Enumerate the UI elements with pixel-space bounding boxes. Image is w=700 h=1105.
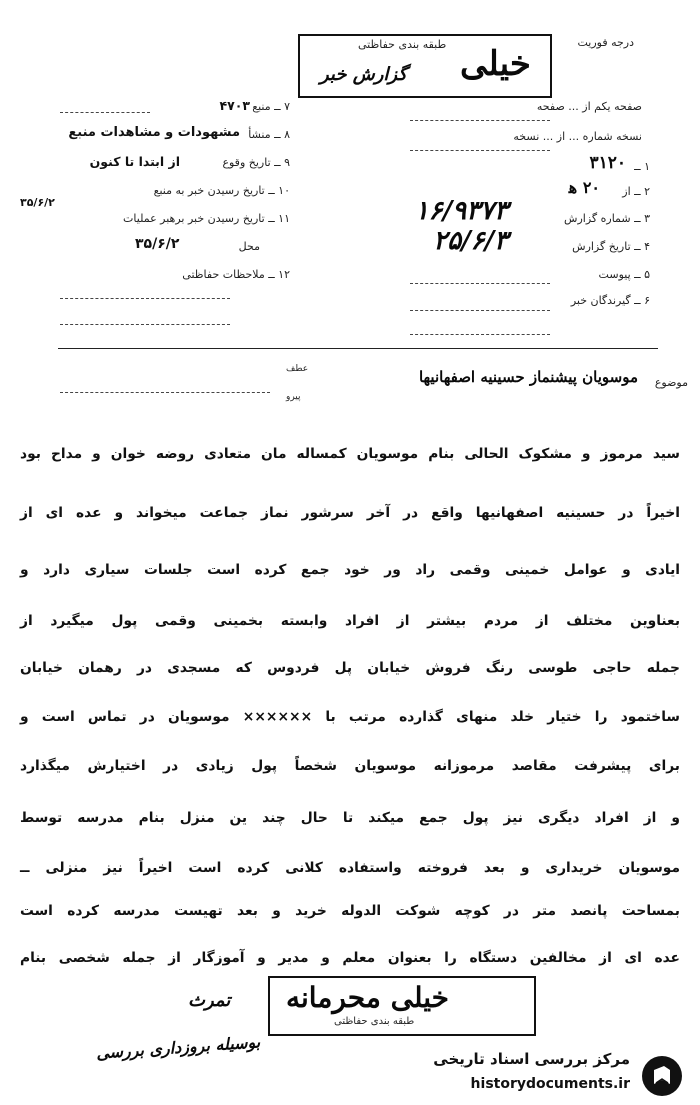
body-line: اخیراً در حسینیه اصفهانیها واقع در آخر سرشور نماز جماعت میخواند و عده ای از	[20, 505, 680, 521]
body-line: و از افراد دیگری نیز پول جمع میکند تا حال چند ین منزل بنام مدرسه توسط	[20, 810, 680, 826]
right-field-value: ۳۱۲۰	[589, 153, 626, 173]
body-line: سید مرموز و مشکوک الحالی بنام موسویان کمساله مان متعادی روضه خوان و مداح بود	[20, 446, 680, 462]
body-line: جمله حاجی طوسی رنگ فروش خیابان پل فردوس که مسجدی در رهمان خیابان	[20, 660, 680, 676]
left-field-value: از ابتدا تا کنون	[89, 154, 180, 169]
report-title: گزارش خبر	[320, 64, 407, 85]
subject-ref-top: عطف	[286, 364, 309, 374]
left-field-value: ۴۷۰۳	[219, 98, 250, 113]
signature-mark: تمرث	[188, 990, 231, 1011]
right-field-label: ۴ ــ تاریخ گزارش	[572, 240, 650, 253]
footer-classification: طبقه بندی حفاظتی	[334, 1016, 415, 1027]
right-field-label: ۱ ــ	[634, 160, 650, 173]
header-separator	[58, 348, 658, 349]
header-stamp	[298, 34, 552, 98]
left-field-label: ۱۱ ــ تاریخ رسیدن خبر برهبر عملیات	[123, 212, 290, 225]
body-line: برای پیشرفت مقاصد مرموزانه موسویان شخصاً پول زیادی در اختیارش میگذارد	[20, 758, 680, 774]
right-field-label: صفحه یکم از ... صفحه	[536, 100, 642, 113]
right-field-label: ۶ ــ گیرندگان خبر	[570, 294, 650, 307]
left-field-label: ۹ ــ تاریخ وقوع	[222, 156, 290, 169]
body-line: بعناوین مختلف از مردم بیشتر از افراد وابسته بخمینی وقمی پول میگیرد از	[20, 613, 680, 629]
right-field-label: ۳ ــ شماره گزارش	[564, 212, 650, 225]
left-field-label: ۱۰ ــ تاریخ رسیدن خبر به منبع	[153, 184, 290, 197]
left-field-value: ۳۵/۶/۲	[20, 196, 55, 209]
handwritten-note: بوسیله بروزداری بررسی	[95, 1032, 261, 1063]
divider	[60, 112, 150, 114]
header-stamp-word: خیلی	[460, 44, 531, 84]
left-field-label: ۸ ــ منشأ	[248, 128, 290, 141]
body-line: ایادی و عوامل خمینی وقمی راد ور خود جمع کرده است جلسات سیاری دارد و	[20, 562, 680, 578]
left-field-label: ۷ ــ منبع	[252, 100, 290, 113]
divider	[410, 310, 550, 312]
header-classification: طبقه بندی حفاظتی	[358, 38, 447, 51]
handwritten-reference: ۱۶/۹۳۷۳ ۲۵/۶/۳	[414, 196, 508, 256]
body-line: بمساحت پانصد متر در کوچه شوکت الدوله خرید و بعد تهیست مدرسه کرده است	[20, 903, 680, 919]
right-field-label: ۵ ــ پیوست	[598, 268, 650, 281]
left-field-value: مشهودات و مشاهدات منبع	[68, 125, 240, 140]
divider	[410, 150, 550, 152]
left-field-label: ۱۲ ــ ملاحظات حفاظتی	[182, 268, 290, 281]
left-field-value: ۳۵/۶/۲	[135, 236, 180, 252]
body-line: عده ای از مخالفین دستگاه را بعنوان معلم و مدیر و آموزگار از جمله شخصی بنام	[20, 950, 680, 966]
divider	[60, 298, 230, 300]
right-field-label: نسخه شماره ... از ... نسخه	[513, 130, 642, 143]
divider	[410, 120, 550, 122]
footer-stamp-text: خیلی محرمانه	[286, 981, 449, 1014]
right-field-label: ۲ ــ از	[622, 185, 650, 198]
archive-logo-icon	[642, 1056, 682, 1096]
org-url: historydocuments.ir	[470, 1076, 630, 1092]
divider	[60, 392, 270, 394]
right-field-value: ۲۰ ه‍	[568, 178, 600, 197]
body-line: موسویان خریداری و بعد فروخته واستفاده کلانی کرده است اخیراً نیز منزلی ــ	[20, 860, 680, 876]
org-name: مرکز بررسی اسناد تاریخی	[433, 1050, 630, 1068]
subject-label: موضوع	[654, 376, 688, 389]
divider	[60, 324, 230, 326]
divider	[410, 283, 550, 285]
body-line: ساختمود را ختیار خلد منهای گذارده مرتب با ×××××× موسویان در تماس است و	[20, 709, 680, 725]
footer-stamp	[268, 976, 536, 1036]
left-field-label: محل	[238, 240, 260, 253]
subject-ref-bottom: پیرو	[286, 392, 301, 402]
subject-value: موسویان پیشنماز حسینیه اصفهانیها	[418, 368, 638, 386]
priority-label: درجه فوریت	[577, 36, 634, 49]
divider	[410, 334, 550, 336]
